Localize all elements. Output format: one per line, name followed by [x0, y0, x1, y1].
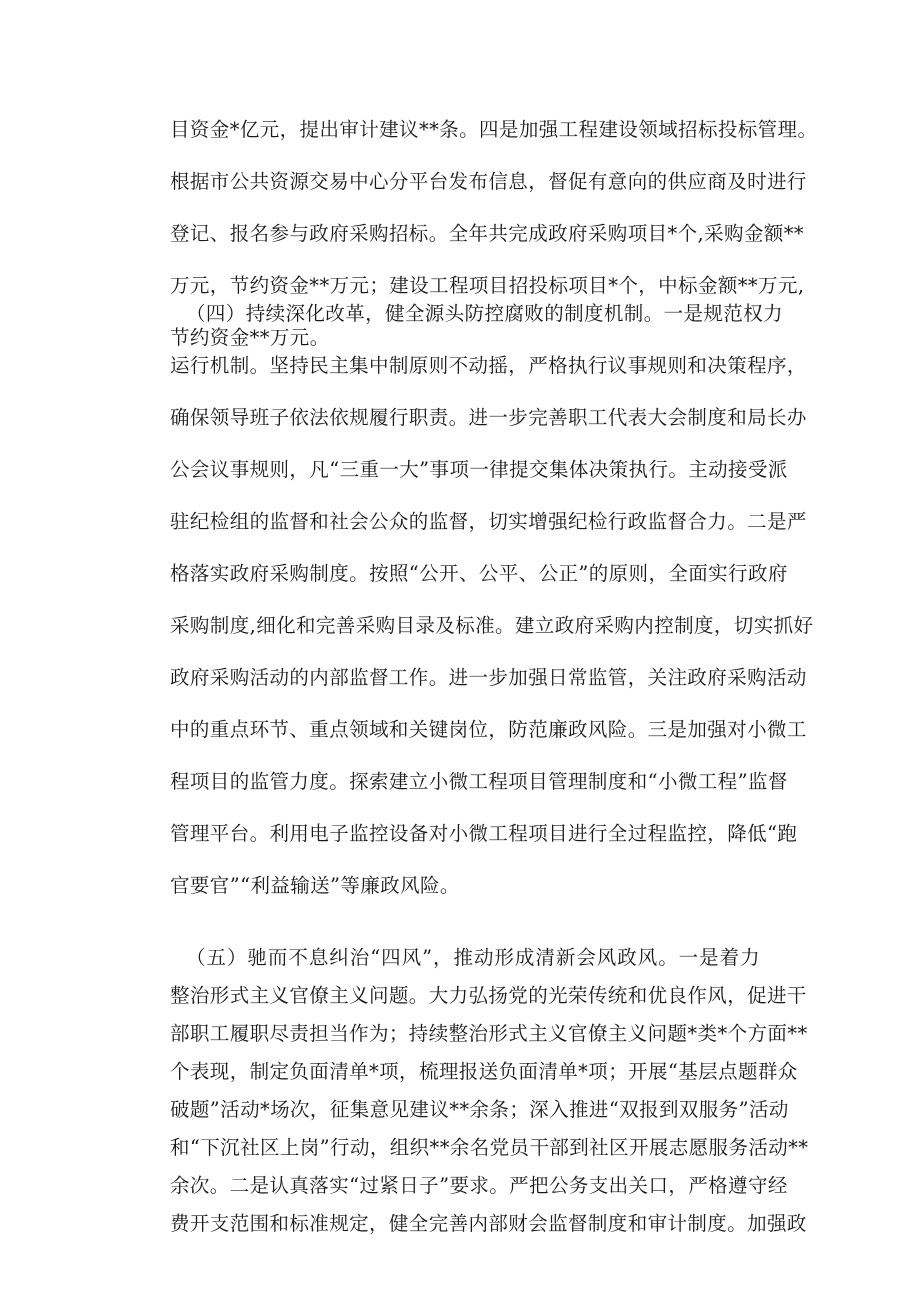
- text-line: 余次。二是认真落实“过紧日子”要求。严把公务支出关口，严格遵守经: [170, 1174, 788, 1197]
- text-line: 政府采购活动的内部监督工作。进一步加强日常监管，关注政府采购活动: [170, 666, 807, 689]
- text-line: 登记、报名参与政府采购招标。全年共完成政府采购项目*个,采购金额**: [170, 222, 805, 245]
- text-line: 确保领导班子依法依规履行职责。进一步完善职工代表大会制度和局长办: [170, 406, 807, 429]
- text-line: 部职工履职尽责担当作为；持续整治形式主义官僚主义问题*类*个方面**: [170, 1022, 808, 1045]
- text-line: 官要官”“利益输送”等廉政风险。: [170, 874, 460, 897]
- text-line: 根据市公共资源交易中心分平台发布信息，督促有意向的供应商及时进行: [170, 170, 807, 193]
- text-line: 个表现，制定负面清单*项，梳理报送负面清单*项；开展“基层点题群众: [170, 1060, 798, 1083]
- text-line: （五）驰而不息纠治“四风”，推动形成清新会风政风。一是着力: [186, 946, 760, 969]
- text-line: 整治形式主义官僚主义问题。大力弘扬党的光荣传统和优良作风，促进干: [170, 984, 807, 1007]
- text-line: 万元，节约资金**万元；建设工程项目招投标项目*个，中标金额**万元,: [170, 274, 805, 297]
- text-line: 中的重点环节、重点领域和关键岗位，防范廉政风险。三是加强对小微工: [170, 718, 807, 741]
- text-line: （四）持续深化改革，健全源头防控腐败的制度机制。一是规范权力: [186, 302, 784, 325]
- text-line: 和“下沉社区上岗”行动，组织**余名党员干部到社区开展志愿服务活动**: [170, 1136, 809, 1159]
- text-line: 格落实政府采购制度。按照“公开、公平、公正”的原则，全面实行政府: [170, 562, 788, 585]
- text-line: 采购制度,细化和完善采购目录及标准。建立政府采购内控制度，切实抓好: [170, 614, 814, 637]
- text-line: 破题”活动*场次，征集意见建议**余条；深入推进“双报到双服务”活动: [170, 1098, 789, 1121]
- text-line: 管理平台。利用电子监控设备对小微工程项目进行全过程监控，降低“跑: [170, 822, 798, 845]
- text-line: 目资金*亿元，提出审计建议**条。四是加强工程建设领域招标投标管理。: [170, 118, 818, 141]
- text-line: 程项目的监管力度。探索建立小微工程项目管理制度和“小微工程”监督: [170, 770, 788, 793]
- text-line: 驻纪检组的监督和社会公众的监督，切实增强纪检行政监督合力。二是严: [170, 510, 807, 533]
- text-line: 节约资金**万元。: [170, 326, 330, 349]
- text-line: 运行机制。坚持民主集中制原则不动摇，严格执行议事规则和决策程序，: [170, 354, 807, 377]
- text-line: 公会议事规则，凡“三重一大”事项一律提交集体决策执行。主动接受派: [170, 458, 788, 481]
- text-line: 费开支范围和标准规定，健全完善内部财会监督制度和审计制度。加强政: [170, 1212, 807, 1235]
